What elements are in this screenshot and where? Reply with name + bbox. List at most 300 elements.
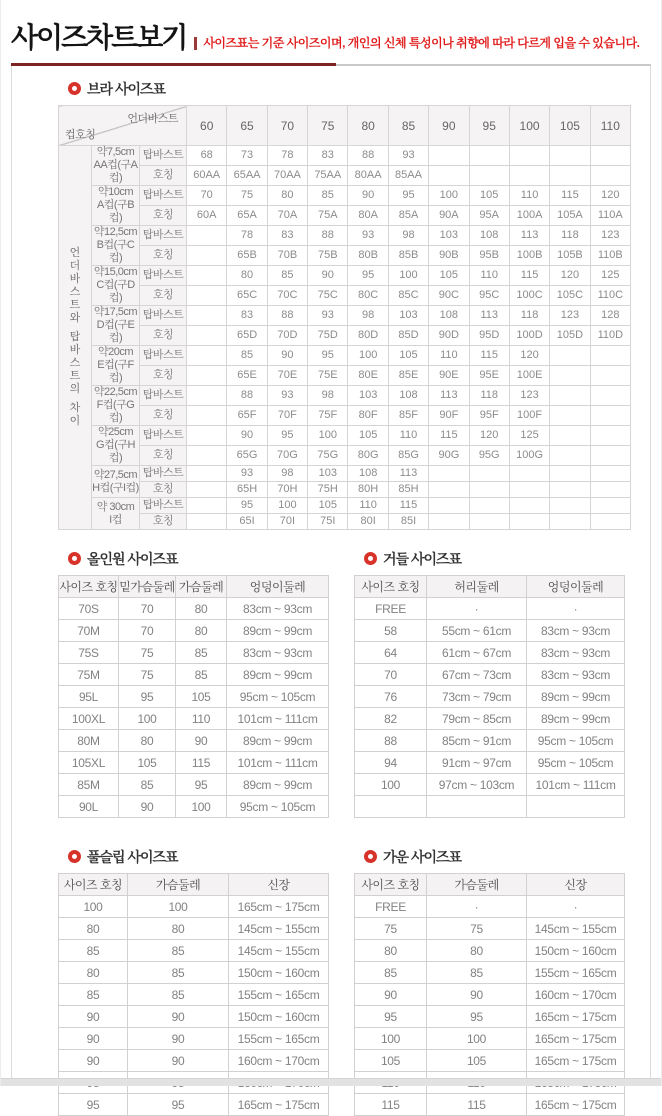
topbust-value-cell xyxy=(187,226,227,246)
size-name-cell: 85A xyxy=(388,206,428,226)
size-name-cell xyxy=(590,514,630,530)
size-name-cell xyxy=(187,446,227,466)
topbust-value-cell: 115 xyxy=(429,426,469,446)
table-row xyxy=(355,708,625,730)
page-title: 사이즈차트보기 xyxy=(11,22,187,53)
size-name-cell: 80A xyxy=(348,206,388,226)
table-cell: 88 xyxy=(355,730,427,752)
topbust-value-cell: 113 xyxy=(469,306,509,326)
cup-name: B컵(구C컵) xyxy=(96,239,135,264)
section-row-3 xyxy=(58,848,650,1116)
size-name-cell: 90G xyxy=(429,446,469,466)
section-title-girdle xyxy=(354,550,624,567)
row-type-label: 탑바스트 xyxy=(140,426,187,446)
size-name-cell: 105D xyxy=(550,326,590,346)
size-name-cell: 65H xyxy=(227,482,267,498)
size-name-cell: 100C xyxy=(509,286,549,306)
topbust-value-cell: 103 xyxy=(348,386,388,406)
table-cell: 101cm ~ 111cm xyxy=(227,752,329,774)
table-cell: 145cm ~ 155cm xyxy=(229,940,329,962)
table-row xyxy=(355,1006,625,1028)
bra-topbust-row xyxy=(59,426,631,446)
size-name-cell: 100D xyxy=(509,326,549,346)
cup-diff: 약17,5cm xyxy=(93,306,138,318)
size-name-cell: 65E xyxy=(227,366,267,386)
topbust-value-cell: 83 xyxy=(308,146,348,166)
table-row xyxy=(355,984,625,1006)
underbust-size-header: 85 xyxy=(388,106,428,146)
size-name-cell: 85H xyxy=(388,482,428,498)
section-allinone xyxy=(58,550,328,818)
table-cell: 85 xyxy=(59,940,128,962)
topbust-value-cell: 98 xyxy=(267,466,307,482)
red-donut-bullet-icon xyxy=(68,82,81,95)
topbust-value-cell xyxy=(590,498,630,514)
size-name-cell: 110D xyxy=(590,326,630,346)
size-name-cell xyxy=(550,446,590,466)
table-cell: 83cm ~ 93cm xyxy=(227,642,329,664)
section-girdle xyxy=(354,550,624,818)
table-cell: 90 xyxy=(59,1050,128,1072)
size-name-cell: 80H xyxy=(348,482,388,498)
table-cell xyxy=(527,796,625,818)
table-cell: 75 xyxy=(355,918,427,940)
size-name-cell: 85E xyxy=(388,366,428,386)
size-name-cell: 70A xyxy=(267,206,307,226)
size-name-cell: 65B xyxy=(227,246,267,266)
size-name-cell: 75D xyxy=(308,326,348,346)
row-type-label: 호칭 xyxy=(140,166,187,186)
topbust-value-cell: 125 xyxy=(509,426,549,446)
table-cell: 97cm ~ 103cm xyxy=(427,774,527,796)
size-name-cell: 90E xyxy=(429,366,469,386)
table-cell: 145cm ~ 155cm xyxy=(229,918,329,940)
bra-topbust-row xyxy=(59,306,631,326)
row-type-label: 호칭 xyxy=(140,514,187,530)
topbust-value-cell: 100 xyxy=(267,498,307,514)
size-name-cell: 80D xyxy=(348,326,388,346)
table-cell: 100 xyxy=(119,708,176,730)
corner-label-underbust: 언더바스트 xyxy=(127,113,179,125)
side-label-char: 차 xyxy=(69,402,81,414)
cup-diff: 약15,0cm xyxy=(93,266,138,278)
size-name-cell: 75I xyxy=(308,514,348,530)
side-label-char: 와 xyxy=(69,312,81,324)
topbust-value-cell: 78 xyxy=(227,226,267,246)
topbust-value-cell: 120 xyxy=(550,266,590,286)
table-cell: 70M xyxy=(59,620,119,642)
topbust-value-cell: 98 xyxy=(308,386,348,406)
topbust-value-cell xyxy=(550,146,590,166)
column-header: 사이즈 호칭 xyxy=(355,576,427,598)
cup-diff: 약25cm xyxy=(97,426,134,438)
subtitle-separator-bar xyxy=(194,37,197,50)
cup-diff: 약20cm xyxy=(97,346,134,358)
bra-topbust-row xyxy=(59,226,631,246)
underbust-size-header: 105 xyxy=(550,106,590,146)
table-cell: 100 xyxy=(355,774,427,796)
table-cell: 75 xyxy=(427,918,527,940)
table-cell: 89cm ~ 99cm xyxy=(527,708,625,730)
table-row xyxy=(59,1028,329,1050)
section-title-allinone xyxy=(58,550,328,567)
size-name-cell: 75C xyxy=(308,286,348,306)
topbust-value-cell: 128 xyxy=(590,306,630,326)
table-cell: 80 xyxy=(176,620,227,642)
bra-name-row xyxy=(59,366,631,386)
cup-diff: 약 30cm xyxy=(96,500,135,513)
size-name-cell xyxy=(590,406,630,426)
topbust-value-cell: 108 xyxy=(429,306,469,326)
table-cell: 100 xyxy=(128,896,229,918)
table-cell: 85 xyxy=(176,664,227,686)
table-cell: 90 xyxy=(176,730,227,752)
table-cell: 75 xyxy=(119,642,176,664)
row-type-label: 탑바스트 xyxy=(140,226,187,246)
topbust-value-cell xyxy=(429,146,469,166)
topbust-value-cell: 88 xyxy=(308,226,348,246)
column-header: 신장 xyxy=(229,874,329,896)
topbust-value-cell: 108 xyxy=(348,466,388,482)
row-type-label: 호칭 xyxy=(140,482,187,498)
table-cell: 95cm ~ 105cm xyxy=(227,796,329,818)
topbust-value-cell: 93 xyxy=(227,466,267,482)
topbust-value-cell xyxy=(187,306,227,326)
size-name-cell xyxy=(550,366,590,386)
size-name-cell: 100B xyxy=(509,246,549,266)
size-name-cell: 75H xyxy=(308,482,348,498)
topbust-value-cell xyxy=(187,466,227,482)
topbust-value-cell: 118 xyxy=(509,306,549,326)
topbust-value-cell: 83 xyxy=(267,226,307,246)
table-cell: 89cm ~ 99cm xyxy=(527,686,625,708)
size-name-cell: 95E xyxy=(469,366,509,386)
size-name-cell: 100E xyxy=(509,366,549,386)
topbust-value-cell: 100 xyxy=(348,346,388,366)
red-donut-bullet-icon xyxy=(68,552,81,565)
bra-topbust-row xyxy=(59,186,631,206)
table-cell: 80M xyxy=(59,730,119,752)
size-name-cell: 80C xyxy=(348,286,388,306)
table-cell: 79cm ~ 85cm xyxy=(427,708,527,730)
topbust-value-cell: 108 xyxy=(469,226,509,246)
size-name-cell xyxy=(187,366,227,386)
row-type-label: 탑바스트 xyxy=(140,498,187,514)
size-name-cell: 85G xyxy=(388,446,428,466)
table-row xyxy=(59,940,329,962)
table-cell: 150cm ~ 160cm xyxy=(229,962,329,984)
table-cell: 83cm ~ 93cm xyxy=(527,664,625,686)
size-name-cell xyxy=(590,366,630,386)
size-name-cell: 85AA xyxy=(388,166,428,186)
topbust-value-cell: 120 xyxy=(509,346,549,366)
table-cell: 85 xyxy=(119,774,176,796)
table-cell: 95 xyxy=(119,686,176,708)
table-cell: 160cm ~ 170cm xyxy=(527,984,625,1006)
size-name-cell: 65AA xyxy=(227,166,267,186)
topbust-value-cell: 70 xyxy=(187,186,227,206)
topbust-value-cell: 115 xyxy=(388,498,428,514)
cup-label-cell xyxy=(92,266,140,306)
size-name-cell: 100F xyxy=(509,406,549,426)
table-cell: 100 xyxy=(176,796,227,818)
table-cell: 90 xyxy=(128,1028,229,1050)
row-type-label: 호칭 xyxy=(140,286,187,306)
topbust-value-cell: 95 xyxy=(267,426,307,446)
underbust-size-header: 75 xyxy=(308,106,348,146)
side-label-char: 스 xyxy=(69,286,81,298)
allinone-size-table xyxy=(58,575,329,818)
table-cell: 85 xyxy=(128,962,229,984)
underbust-size-header: 80 xyxy=(348,106,388,146)
size-name-cell: 70F xyxy=(267,406,307,426)
table-cell: FREE xyxy=(355,896,427,918)
size-name-cell: 85F xyxy=(388,406,428,426)
size-name-cell xyxy=(550,482,590,498)
table-cell: 90L xyxy=(59,796,119,818)
topbust-value-cell: 113 xyxy=(388,466,428,482)
topbust-value-cell xyxy=(429,466,469,482)
table-cell: 115 xyxy=(355,1094,427,1116)
size-name-cell: 65A xyxy=(227,206,267,226)
size-name-cell: 70D xyxy=(267,326,307,346)
row-type-label: 탑바스트 xyxy=(140,186,187,206)
table-cell: 83cm ~ 93cm xyxy=(227,598,329,620)
bra-topbust-row xyxy=(59,146,631,166)
topbust-value-cell: 105 xyxy=(308,498,348,514)
table-cell: 165cm ~ 175cm xyxy=(527,1050,625,1072)
table-cell: 85 xyxy=(176,642,227,664)
table-cell: 95 xyxy=(59,1094,128,1116)
size-name-cell: 110A xyxy=(590,206,630,226)
topbust-value-cell xyxy=(550,386,590,406)
table-cell: 76 xyxy=(355,686,427,708)
cup-name: F컵(구G컵) xyxy=(96,399,135,424)
topbust-value-cell xyxy=(590,146,630,166)
table-cell: 70 xyxy=(119,620,176,642)
topbust-value-cell: 95 xyxy=(348,266,388,286)
topbust-value-cell xyxy=(590,466,630,482)
table-cell: · xyxy=(527,896,625,918)
table-cell: 89cm ~ 99cm xyxy=(227,774,329,796)
table-row xyxy=(355,598,625,620)
size-name-cell xyxy=(469,166,509,186)
table-row xyxy=(355,620,625,642)
topbust-value-cell: 105 xyxy=(388,346,428,366)
table-cell: 70 xyxy=(355,664,427,686)
size-name-cell xyxy=(429,482,469,498)
topbust-value-cell: 123 xyxy=(509,386,549,406)
topbust-value-cell: 88 xyxy=(267,306,307,326)
table-cell: 95 xyxy=(128,1094,229,1116)
size-name-cell: 80G xyxy=(348,446,388,466)
table-row xyxy=(59,1050,329,1072)
table-cell: 80 xyxy=(427,940,527,962)
table-cell: 89cm ~ 99cm xyxy=(227,620,329,642)
topbust-value-cell: 120 xyxy=(590,186,630,206)
side-label-char: 언 xyxy=(69,247,81,259)
topbust-value-cell xyxy=(590,386,630,406)
topbust-value-cell: 85 xyxy=(227,346,267,366)
side-label-char: 트 xyxy=(69,299,81,311)
size-name-cell: 95G xyxy=(469,446,509,466)
table-cell xyxy=(427,796,527,818)
size-name-cell: 70E xyxy=(267,366,307,386)
size-name-cell xyxy=(509,482,549,498)
table-cell: · xyxy=(427,896,527,918)
size-name-cell: 100A xyxy=(509,206,549,226)
side-label-char: 트 xyxy=(69,370,81,382)
size-name-cell: 110B xyxy=(590,246,630,266)
table-row xyxy=(355,962,625,984)
size-name-cell: 75G xyxy=(308,446,348,466)
size-name-cell xyxy=(187,514,227,530)
bra-name-row xyxy=(59,206,631,226)
topbust-value-cell: 90 xyxy=(348,186,388,206)
table-cell: 165cm ~ 175cm xyxy=(527,1028,625,1050)
table-cell: 91cm ~ 97cm xyxy=(427,752,527,774)
topbust-value-cell xyxy=(509,498,549,514)
size-name-cell: 70H xyxy=(267,482,307,498)
topbust-value-cell: 110 xyxy=(469,266,509,286)
cup-name: E컵(구F컵) xyxy=(97,359,134,384)
section-title-gown xyxy=(354,848,624,865)
bra-topbust-row xyxy=(59,346,631,366)
topbust-value-cell: 95 xyxy=(388,186,428,206)
underbust-size-header: 95 xyxy=(469,106,509,146)
topbust-value-cell: 108 xyxy=(388,386,428,406)
table-cell: 80 xyxy=(59,962,128,984)
table-row xyxy=(59,774,329,796)
topbust-value-cell xyxy=(469,146,509,166)
size-name-cell: 95B xyxy=(469,246,509,266)
size-name-cell: 85D xyxy=(388,326,428,346)
table-cell: 95L xyxy=(59,686,119,708)
table-cell: 75M xyxy=(59,664,119,686)
table-cell: 90 xyxy=(59,1028,128,1050)
topbust-value-cell: 105 xyxy=(348,426,388,446)
topbust-value-cell: 110 xyxy=(348,498,388,514)
table-cell: 95cm ~ 105cm xyxy=(227,686,329,708)
topbust-value-cell: 83 xyxy=(227,306,267,326)
page-header xyxy=(1,0,661,66)
bra-size-table xyxy=(58,105,631,530)
size-name-cell: 85I xyxy=(388,514,428,530)
topbust-value-cell: 118 xyxy=(469,386,509,406)
size-name-cell xyxy=(187,482,227,498)
bra-name-row xyxy=(59,482,631,498)
size-name-cell: 95F xyxy=(469,406,509,426)
table-cell: 150cm ~ 160cm xyxy=(229,1006,329,1028)
cup-name: H컵(구I컵) xyxy=(92,481,139,494)
table-cell: 160cm ~ 170cm xyxy=(229,1050,329,1072)
side-label-char: 의 xyxy=(69,383,81,395)
table-cell: 90 xyxy=(427,984,527,1006)
table-cell: 55cm ~ 61cm xyxy=(427,620,527,642)
cup-name: A컵(구B컵) xyxy=(96,199,135,224)
table-cell: 94 xyxy=(355,752,427,774)
bra-name-row xyxy=(59,246,631,266)
table-cell: 155cm ~ 165cm xyxy=(229,984,329,1006)
red-donut-bullet-icon xyxy=(68,850,81,863)
topbust-value-cell: 100 xyxy=(388,266,428,286)
size-name-cell xyxy=(429,514,469,530)
side-label-char: 바 xyxy=(69,344,81,356)
size-name-cell: 90B xyxy=(429,246,469,266)
row-type-label: 호칭 xyxy=(140,246,187,266)
section-title-fullslip xyxy=(58,848,328,865)
topbust-value-cell: 123 xyxy=(550,306,590,326)
table-row xyxy=(59,796,329,818)
side-label-cell xyxy=(59,146,92,530)
section-title-text: 올인원 사이즈표 xyxy=(87,550,178,567)
topbust-value-cell: 90 xyxy=(227,426,267,446)
table-row xyxy=(59,896,329,918)
table-cell: 165cm ~ 175cm xyxy=(229,896,329,918)
header-row xyxy=(59,576,329,598)
girdle-size-table xyxy=(354,575,625,818)
table-cell: 85M xyxy=(59,774,119,796)
table-cell: 85 xyxy=(128,984,229,1006)
table-cell: 105XL xyxy=(59,752,119,774)
table-cell: 90 xyxy=(59,1006,128,1028)
column-header: 사이즈 호칭 xyxy=(355,874,427,896)
size-name-cell: 70AA xyxy=(267,166,307,186)
title-row xyxy=(1,0,661,52)
size-name-cell: 65C xyxy=(227,286,267,306)
table-cell: 155cm ~ 165cm xyxy=(229,1028,329,1050)
size-name-cell: 70B xyxy=(267,246,307,266)
size-name-cell: 65F xyxy=(227,406,267,426)
bra-topbust-row xyxy=(59,386,631,406)
table-cell: 80 xyxy=(119,730,176,752)
topbust-value-cell xyxy=(509,146,549,166)
table-cell: 80 xyxy=(176,598,227,620)
table-cell: 101cm ~ 111cm xyxy=(227,708,329,730)
size-name-cell xyxy=(187,286,227,306)
topbust-value-cell xyxy=(550,426,590,446)
cup-label-cell xyxy=(92,426,140,466)
topbust-value-cell: 105 xyxy=(469,186,509,206)
table-cell: 83cm ~ 93cm xyxy=(527,642,625,664)
topbust-value-cell xyxy=(550,498,590,514)
cup-diff: 약22,5cm xyxy=(93,386,138,398)
section-title-text: 가운 사이즈표 xyxy=(383,848,462,865)
topbust-value-cell: 113 xyxy=(429,386,469,406)
size-name-cell xyxy=(550,166,590,186)
row-type-label: 탑바스트 xyxy=(140,266,187,286)
table-cell: 145cm ~ 155cm xyxy=(527,918,625,940)
size-name-cell: 80E xyxy=(348,366,388,386)
cup-label-cell xyxy=(92,306,140,346)
table-cell: 95cm ~ 105cm xyxy=(527,752,625,774)
table-cell: 100 xyxy=(59,896,128,918)
table-cell: 73cm ~ 79cm xyxy=(427,686,527,708)
size-name-cell: 90A xyxy=(429,206,469,226)
size-name-cell: 75E xyxy=(308,366,348,386)
table-row xyxy=(59,598,329,620)
table-cell: · xyxy=(527,598,625,620)
section-bra xyxy=(12,80,650,530)
topbust-value-cell: 103 xyxy=(388,306,428,326)
side-label-stack xyxy=(59,146,91,529)
topbust-value-cell: 118 xyxy=(550,226,590,246)
topbust-value-cell: 78 xyxy=(267,146,307,166)
topbust-value-cell xyxy=(187,426,227,446)
table-cell: 90 xyxy=(355,984,427,1006)
table-cell: 67cm ~ 73cm xyxy=(427,664,527,686)
topbust-value-cell: 98 xyxy=(388,226,428,246)
